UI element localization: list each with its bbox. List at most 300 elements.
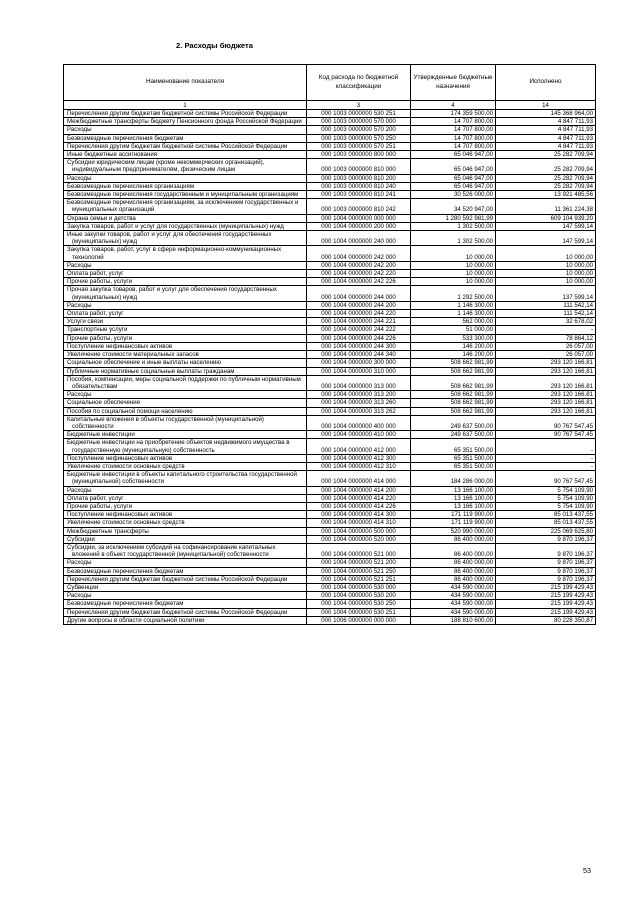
row-expense-code: 000 1004 0000000 414 226 — [307, 502, 411, 510]
row-indicator-name: Капитальные вложения в объекты государственной (муниципальной) собственности — [67, 415, 264, 430]
row-indicator-cell — [64, 142, 307, 150]
row-expense-code: 000 1004 0000000 414 000 — [307, 471, 411, 486]
row-approved-amount: 434 590 000,00 — [411, 608, 496, 616]
table-row — [64, 261, 596, 269]
row-expense-code: 000 1004 0000000 200 000 — [307, 222, 411, 230]
row-indicator-cell — [64, 301, 307, 309]
row-expense-code: 000 1004 0000000 520 000 — [307, 535, 411, 543]
table-row — [64, 134, 596, 142]
table-row — [64, 182, 596, 190]
row-approved-amount: 146 200,00 — [411, 342, 496, 350]
row-indicator-name: Расходы — [67, 391, 92, 399]
row-indicator-name: Оплата работ, услуг — [67, 310, 124, 318]
row-indicator-cell — [64, 214, 307, 222]
row-approved-amount: 434 590 000,00 — [411, 600, 496, 608]
row-indicator-name: Расходы — [67, 301, 92, 309]
row-indicator-name: Социальное обеспечение — [67, 399, 141, 407]
row-approved-amount: 249 637 500,00 — [411, 415, 496, 430]
row-expense-code: 000 1004 0000000 521 250 — [307, 567, 411, 575]
row-executed-amount: 9 870 196,37 — [496, 559, 596, 567]
row-approved-amount: 508 662 981,99 — [411, 391, 496, 399]
header-indicator-name: Наименование показателя — [64, 65, 307, 101]
page-number: 53 — [583, 866, 591, 875]
row-indicator-name: Безвозмездные перечисления бюджетам — [67, 600, 184, 608]
row-indicator-cell — [64, 270, 307, 278]
row-approved-amount: 146 200,00 — [411, 351, 496, 359]
row-expense-code: 000 1004 0000000 242 226 — [307, 278, 411, 286]
row-expense-code: 000 1003 0000000 810 242 — [307, 199, 411, 214]
row-approved-amount: 508 662 981,99 — [411, 367, 496, 375]
row-approved-amount: 184 286 000,00 — [411, 471, 496, 486]
row-approved-amount: 34 520 947,00 — [411, 199, 496, 214]
table-row — [64, 439, 596, 454]
table-row — [64, 359, 596, 367]
row-indicator-cell — [64, 608, 307, 616]
row-approved-amount: 533 300,00 — [411, 334, 496, 342]
row-indicator-name: Прочие работы, услуги — [67, 278, 133, 286]
row-indicator-name: Безвозмездные перечисления бюджетам — [67, 567, 184, 575]
row-expense-code: 000 1004 0000000 242 000 — [307, 246, 411, 261]
row-expense-code: 000 1003 0000000 810 240 — [307, 182, 411, 190]
row-indicator-name: Закупка товаров, работ, услуг в сфере информационно-коммуникационных технологий — [67, 246, 282, 261]
row-executed-amount: 147 599,14 — [496, 231, 596, 246]
row-approved-amount: 10 000,00 — [411, 270, 496, 278]
row-indicator-name: Увеличение стоимости основных средств — [67, 462, 185, 470]
row-expense-code: 000 1003 0000000 530 251 — [307, 110, 411, 118]
row-expense-code: 000 1004 0000000 530 000 — [307, 583, 411, 591]
row-expense-code: 000 1003 0000000 570 000 — [307, 118, 411, 126]
row-approved-amount: 249 637 500,00 — [411, 431, 496, 439]
row-indicator-cell — [64, 199, 307, 214]
row-approved-amount: 1 146 300,00 — [411, 301, 496, 309]
row-expense-code: 000 1004 0000000 000 000 — [307, 214, 411, 222]
table-row — [64, 559, 596, 567]
row-approved-amount: 13 166 100,00 — [411, 494, 496, 502]
table-row — [64, 431, 596, 439]
table-row — [64, 174, 596, 182]
row-executed-amount: - — [496, 439, 596, 454]
row-approved-amount: 1 302 500,00 — [411, 222, 496, 230]
row-indicator-name: Безвозмездные перечисления организациям, за исключением государственных и муниципальных организаций — [67, 199, 299, 214]
row-approved-amount: 508 662 981,99 — [411, 399, 496, 407]
row-expense-code: 000 1004 0000000 414 200 — [307, 486, 411, 494]
row-executed-amount: 85 013 437,55 — [496, 511, 596, 519]
row-indicator-cell — [64, 151, 307, 159]
table-row — [64, 118, 596, 126]
row-approved-amount: 1 292 500,00 — [411, 286, 496, 301]
row-executed-amount: 85 013 437,55 — [496, 519, 596, 527]
table-row — [64, 301, 596, 309]
row-indicator-name: Перечисления другим бюджетам бюджетной системы Российской Федерации — [67, 575, 288, 583]
row-expense-code: 000 1004 0000000 412 310 — [307, 462, 411, 470]
row-expense-code: 000 1004 0000000 530 251 — [307, 608, 411, 616]
row-indicator-name: Расходы — [67, 126, 92, 134]
row-indicator-name: Другие вопросы в области социальной политики — [67, 616, 205, 624]
row-indicator-cell — [64, 415, 307, 430]
row-indicator-name: Расходы — [67, 174, 92, 182]
row-executed-amount: 80 228 350,87 — [496, 616, 596, 624]
row-indicator-cell — [64, 511, 307, 519]
row-expense-code: 000 1004 0000000 244 226 — [307, 334, 411, 342]
row-indicator-name: Бюджетные инвестиции — [67, 431, 135, 439]
row-expense-code: 000 1004 0000000 310 000 — [307, 367, 411, 375]
row-indicator-cell — [64, 583, 307, 591]
row-indicator-cell — [64, 351, 307, 359]
row-expense-code: 000 1004 0000000 242 220 — [307, 270, 411, 278]
row-approved-amount: 86 400 000,00 — [411, 559, 496, 567]
row-executed-amount: 215 199 429,43 — [496, 583, 596, 591]
table-row — [64, 326, 596, 334]
row-approved-amount: 10 000,00 — [411, 246, 496, 261]
table-row — [64, 159, 596, 174]
row-indicator-name: Публичные нормативные социальные выплаты гражданам — [67, 367, 235, 375]
row-indicator-cell — [64, 600, 307, 608]
row-executed-amount: 5 754 109,90 — [496, 502, 596, 510]
row-indicator-cell — [64, 261, 307, 269]
table-row — [64, 391, 596, 399]
table-row — [64, 407, 596, 415]
row-indicator-name: Поступление нефинансовых активов — [67, 342, 173, 350]
row-indicator-cell — [64, 191, 307, 199]
row-executed-amount: 5 754 109,90 — [496, 486, 596, 494]
row-executed-amount: 25 282 709,94 — [496, 159, 596, 174]
row-approved-amount: 1 302 500,00 — [411, 231, 496, 246]
row-executed-amount: 90 767 547,45 — [496, 471, 596, 486]
row-indicator-cell — [64, 334, 307, 342]
row-indicator-name: Охрана семьи и детства — [67, 214, 136, 222]
row-indicator-name: Безвозмездные перечисления государственным и муниципальным организациям — [67, 191, 299, 199]
row-executed-amount: - — [496, 462, 596, 470]
row-expense-code: 000 1004 0000000 242 200 — [307, 261, 411, 269]
table-row — [64, 367, 596, 375]
row-executed-amount: 25 282 709,94 — [496, 182, 596, 190]
row-expense-code: 000 1004 0000000 414 300 — [307, 511, 411, 519]
row-indicator-cell — [64, 559, 307, 567]
row-approved-amount: 14 707 800,00 — [411, 142, 496, 150]
table-row — [64, 214, 596, 222]
row-executed-amount: 293 120 166,81 — [496, 391, 596, 399]
table-row — [64, 600, 596, 608]
row-approved-amount: 30 526 000,00 — [411, 191, 496, 199]
table-row — [64, 231, 596, 246]
row-approved-amount: 1 146 300,00 — [411, 310, 496, 318]
row-indicator-name: Перечисления другим бюджетам бюджетной системы Российской Федерации — [67, 110, 288, 117]
table-row — [64, 375, 596, 390]
row-expense-code: 000 1004 0000000 414 310 — [307, 519, 411, 527]
row-approved-amount: 14 707 800,00 — [411, 118, 496, 126]
row-executed-amount: 111 542,14 — [496, 301, 596, 309]
row-indicator-name: Безвозмездные перечисления организациям — [67, 182, 195, 190]
row-approved-amount: 174 359 500,00 — [411, 110, 496, 118]
table-row — [64, 592, 596, 600]
row-approved-amount: 13 166 100,00 — [411, 486, 496, 494]
row-expense-code: 000 1004 0000000 244 222 — [307, 326, 411, 334]
row-expense-code: 000 1004 0000000 244 340 — [307, 351, 411, 359]
row-executed-amount: 10 000,00 — [496, 270, 596, 278]
row-executed-amount: 4 847 711,93 — [496, 134, 596, 142]
table-row — [64, 462, 596, 470]
row-approved-amount: 65 046 947,00 — [411, 151, 496, 159]
row-executed-amount: 25 282 709,94 — [496, 174, 596, 182]
row-executed-amount: 4 847 711,93 — [496, 126, 596, 134]
row-indicator-name: Бюджетные инвестиции в объекты капитального строительства государственной (муниципальной) собственности — [67, 471, 297, 486]
row-indicator-name: Поступление нефинансовых активов — [67, 454, 173, 462]
row-expense-code: 000 1004 0000000 410 000 — [307, 431, 411, 439]
row-indicator-name: Оплата работ, услуг — [67, 270, 124, 278]
table-row — [64, 543, 596, 558]
row-indicator-name: Субсидии, за исключением субсидий на софинансирование капитальных вложений в объект государственной (муниципальной) собственности — [67, 543, 276, 559]
row-indicator-cell — [64, 278, 307, 286]
table-row — [64, 342, 596, 350]
table-row — [64, 191, 596, 199]
row-executed-amount: 9 870 196,37 — [496, 543, 596, 558]
row-executed-amount: 225 069 625,80 — [496, 527, 596, 535]
row-approved-amount: 65 351 500,00 — [411, 439, 496, 454]
table-row — [64, 583, 596, 591]
row-expense-code: 000 1004 0000000 521 251 — [307, 575, 411, 583]
row-executed-amount: 145 368 964,00 — [496, 110, 596, 118]
row-approved-amount: 86 400 000,00 — [411, 543, 496, 558]
row-expense-code: 000 1003 0000000 570 200 — [307, 126, 411, 134]
row-executed-amount: 4 847 711,93 — [496, 118, 596, 126]
row-indicator-cell — [64, 486, 307, 494]
table-row — [64, 399, 596, 407]
row-expense-code: 000 1004 0000000 313 000 — [307, 375, 411, 390]
row-indicator-cell — [64, 407, 307, 415]
table-row — [64, 318, 596, 326]
row-executed-amount: 10 000,00 — [496, 261, 596, 269]
table-row — [64, 527, 596, 535]
row-expense-code: 000 1004 0000000 412 300 — [307, 454, 411, 462]
row-executed-amount: 293 120 166,81 — [496, 359, 596, 367]
row-expense-code: 000 1004 0000000 244 200 — [307, 301, 411, 309]
row-expense-code: 000 1004 0000000 400 000 — [307, 415, 411, 430]
row-indicator-name: Услуги связи — [67, 318, 104, 326]
row-indicator-cell — [64, 174, 307, 182]
row-expense-code: 000 1003 0000000 810 241 — [307, 191, 411, 199]
row-executed-amount: 11 361 224,38 — [496, 199, 596, 214]
row-expense-code: 000 1006 0000000 000 000 — [307, 616, 411, 624]
table-row — [64, 486, 596, 494]
row-executed-amount: 26 057,00 — [496, 351, 596, 359]
row-executed-amount: 90 767 547,45 — [496, 431, 596, 439]
row-indicator-cell — [64, 375, 307, 390]
table-row — [64, 511, 596, 519]
row-indicator-name: Межбюджетные трансферты — [67, 527, 149, 535]
row-expense-code: 000 1004 0000000 244 221 — [307, 318, 411, 326]
row-indicator-cell — [64, 318, 307, 326]
row-approved-amount: 65 351 500,00 — [411, 454, 496, 462]
row-indicator-name: Увеличение стоимости материальных запасов — [67, 351, 199, 359]
row-indicator-cell — [64, 616, 307, 624]
row-indicator-name: Расходы — [67, 559, 92, 567]
row-expense-code: 000 1003 0000000 810 200 — [307, 174, 411, 182]
row-expense-code: 000 1004 0000000 521 200 — [307, 559, 411, 567]
row-executed-amount: - — [496, 326, 596, 334]
column-number: 4 — [411, 101, 496, 110]
row-approved-amount: 10 000,00 — [411, 278, 496, 286]
table-row — [64, 519, 596, 527]
row-expense-code: 000 1004 0000000 244 000 — [307, 286, 411, 301]
header-expense-code: Код расхода по бюджетной классификации — [307, 65, 411, 101]
row-expense-code: 000 1004 0000000 412 000 — [307, 439, 411, 454]
row-indicator-cell — [64, 519, 307, 527]
table-row — [64, 351, 596, 359]
header-row — [64, 65, 596, 101]
row-executed-amount: 215 199 429,43 — [496, 608, 596, 616]
row-approved-amount: 1 280 592 981,99 — [411, 214, 496, 222]
row-indicator-name: Поступление нефинансовых активов — [67, 511, 173, 519]
section-title: 2. Расходы бюджета — [176, 41, 253, 50]
row-indicator-cell — [64, 391, 307, 399]
table-row — [64, 222, 596, 230]
row-indicator-cell — [64, 110, 307, 118]
table-row — [64, 246, 596, 261]
table-row — [64, 334, 596, 342]
row-expense-code: 000 1004 0000000 313 260 — [307, 399, 411, 407]
row-indicator-name: Перечисления другим бюджетам бюджетной системы Российской Федерации — [67, 608, 288, 616]
row-approved-amount: 65 046 947,00 — [411, 174, 496, 182]
row-approved-amount: 65 046 947,00 — [411, 159, 496, 174]
header-executed: Исполнено — [496, 65, 596, 101]
row-approved-amount: 86 400 000,00 — [411, 567, 496, 575]
row-expense-code: 000 1003 0000000 570 250 — [307, 134, 411, 142]
row-expense-code: 000 1004 0000000 313 200 — [307, 391, 411, 399]
row-expense-code: 000 1004 0000000 414 220 — [307, 494, 411, 502]
table-row — [64, 110, 596, 118]
row-indicator-cell — [64, 454, 307, 462]
table-row — [64, 270, 596, 278]
row-expense-code: 000 1004 0000000 500 000 — [307, 527, 411, 535]
row-executed-amount: 137 599,14 — [496, 286, 596, 301]
table-row — [64, 310, 596, 318]
row-indicator-name: Субсидии юридическим лицам (кроме некоммерческих организаций), индивидуальным предпринимателям, физическим лицам — [67, 159, 265, 174]
row-indicator-cell — [64, 399, 307, 407]
row-expense-code: 000 1004 0000000 244 300 — [307, 342, 411, 350]
row-executed-amount: 4 847 711,93 — [496, 142, 596, 150]
row-executed-amount: 25 282 709,94 — [496, 151, 596, 159]
row-indicator-name: Увеличение стоимости основных средств — [67, 519, 185, 527]
row-indicator-name: Расходы — [67, 592, 92, 600]
row-indicator-cell — [64, 231, 307, 246]
row-indicator-cell — [64, 367, 307, 375]
row-approved-amount: 86 400 000,00 — [411, 575, 496, 583]
column-number: 14 — [496, 101, 596, 110]
table-row — [64, 608, 596, 616]
table-row — [64, 471, 596, 486]
table-row — [64, 286, 596, 301]
row-approved-amount: 508 662 981,99 — [411, 359, 496, 367]
row-approved-amount: 10 000,00 — [411, 261, 496, 269]
row-indicator-name: Межбюджетные трансферты бюджету Пенсионного фонда Российской Федерации — [67, 118, 302, 126]
budget-expenses-table — [63, 64, 596, 625]
table-row — [64, 142, 596, 150]
row-indicator-cell — [64, 567, 307, 575]
row-executed-amount: 26 057,00 — [496, 342, 596, 350]
table-row — [64, 494, 596, 502]
row-indicator-cell — [64, 431, 307, 439]
row-indicator-cell — [64, 462, 307, 470]
row-approved-amount: 51 000,00 — [411, 326, 496, 334]
row-indicator-name: Прочие работы, услуги — [67, 334, 133, 342]
row-executed-amount: 5 754 109,90 — [496, 494, 596, 502]
row-indicator-cell — [64, 182, 307, 190]
column-number-row — [64, 101, 596, 110]
row-indicator-cell — [64, 359, 307, 367]
row-indicator-name: Пособия, компенсации, меры социальной поддержки по публичным нормативным обязательствам — [67, 375, 301, 390]
row-expense-code: 000 1003 0000000 810 000 — [307, 159, 411, 174]
row-indicator-name: Прочие работы, услуги — [67, 502, 133, 510]
row-indicator-cell — [64, 310, 307, 318]
row-executed-amount: 147 599,14 — [496, 222, 596, 230]
table-row — [64, 415, 596, 430]
row-executed-amount: 9 870 196,37 — [496, 575, 596, 583]
row-indicator-cell — [64, 286, 307, 301]
row-indicator-cell — [64, 439, 307, 454]
table-row — [64, 567, 596, 575]
row-approved-amount: 14 707 800,00 — [411, 134, 496, 142]
row-indicator-cell — [64, 134, 307, 142]
row-expense-code: 000 1004 0000000 521 000 — [307, 543, 411, 558]
row-approved-amount: 13 166 100,00 — [411, 502, 496, 510]
row-expense-code: 000 1004 0000000 530 250 — [307, 600, 411, 608]
row-indicator-name: Субвенции — [67, 583, 99, 591]
row-approved-amount: 65 046 947,00 — [411, 182, 496, 190]
row-executed-amount: 90 767 547,45 — [496, 415, 596, 430]
row-indicator-cell — [64, 246, 307, 261]
row-executed-amount: 78 864,12 — [496, 334, 596, 342]
row-expense-code: 000 1004 0000000 300 000 — [307, 359, 411, 367]
row-approved-amount: 86 400 000,00 — [411, 535, 496, 543]
row-executed-amount: 215 199 429,43 — [496, 600, 596, 608]
row-executed-amount: - — [496, 454, 596, 462]
row-indicator-name: Перечисления другим бюджетам бюджетной системы Российской Федерации — [67, 142, 288, 150]
row-approved-amount: 171 119 900,00 — [411, 511, 496, 519]
row-expense-code: 000 1003 0000000 800 000 — [307, 151, 411, 159]
row-indicator-name: Оплата работ, услуг — [67, 494, 124, 502]
row-approved-amount: 520 990 000,00 — [411, 527, 496, 535]
row-executed-amount: 13 921 485,56 — [496, 191, 596, 199]
table-row — [64, 454, 596, 462]
row-approved-amount: 508 662 981,99 — [411, 407, 496, 415]
row-indicator-name: Субсидии — [67, 535, 95, 543]
row-indicator-cell — [64, 118, 307, 126]
row-executed-amount: 293 120 166,81 — [496, 367, 596, 375]
column-number: 3 — [307, 101, 411, 110]
row-executed-amount: 293 120 166,81 — [496, 407, 596, 415]
row-executed-amount: 9 870 196,37 — [496, 567, 596, 575]
row-expense-code: 000 1004 0000000 240 000 — [307, 231, 411, 246]
row-indicator-cell — [64, 527, 307, 535]
row-indicator-cell — [64, 471, 307, 486]
row-executed-amount: 293 120 166,81 — [496, 375, 596, 390]
row-indicator-name: Социальное обеспечение и иные выплаты населению — [67, 359, 221, 367]
table-row — [64, 535, 596, 543]
row-indicator-cell — [64, 575, 307, 583]
row-indicator-name: Расходы — [67, 261, 92, 269]
row-expense-code: 000 1004 0000000 530 200 — [307, 592, 411, 600]
row-executed-amount: 32 678,02 — [496, 318, 596, 326]
row-executed-amount: 10 000,00 — [496, 278, 596, 286]
row-expense-code: 000 1004 0000000 244 220 — [307, 310, 411, 318]
row-approved-amount: 188 810 600,00 — [411, 616, 496, 624]
table-row — [64, 126, 596, 134]
row-approved-amount: 434 590 000,00 — [411, 592, 496, 600]
row-executed-amount: 9 870 196,37 — [496, 535, 596, 543]
table-row — [64, 502, 596, 510]
table-row — [64, 278, 596, 286]
row-executed-amount: 293 120 166,81 — [496, 399, 596, 407]
